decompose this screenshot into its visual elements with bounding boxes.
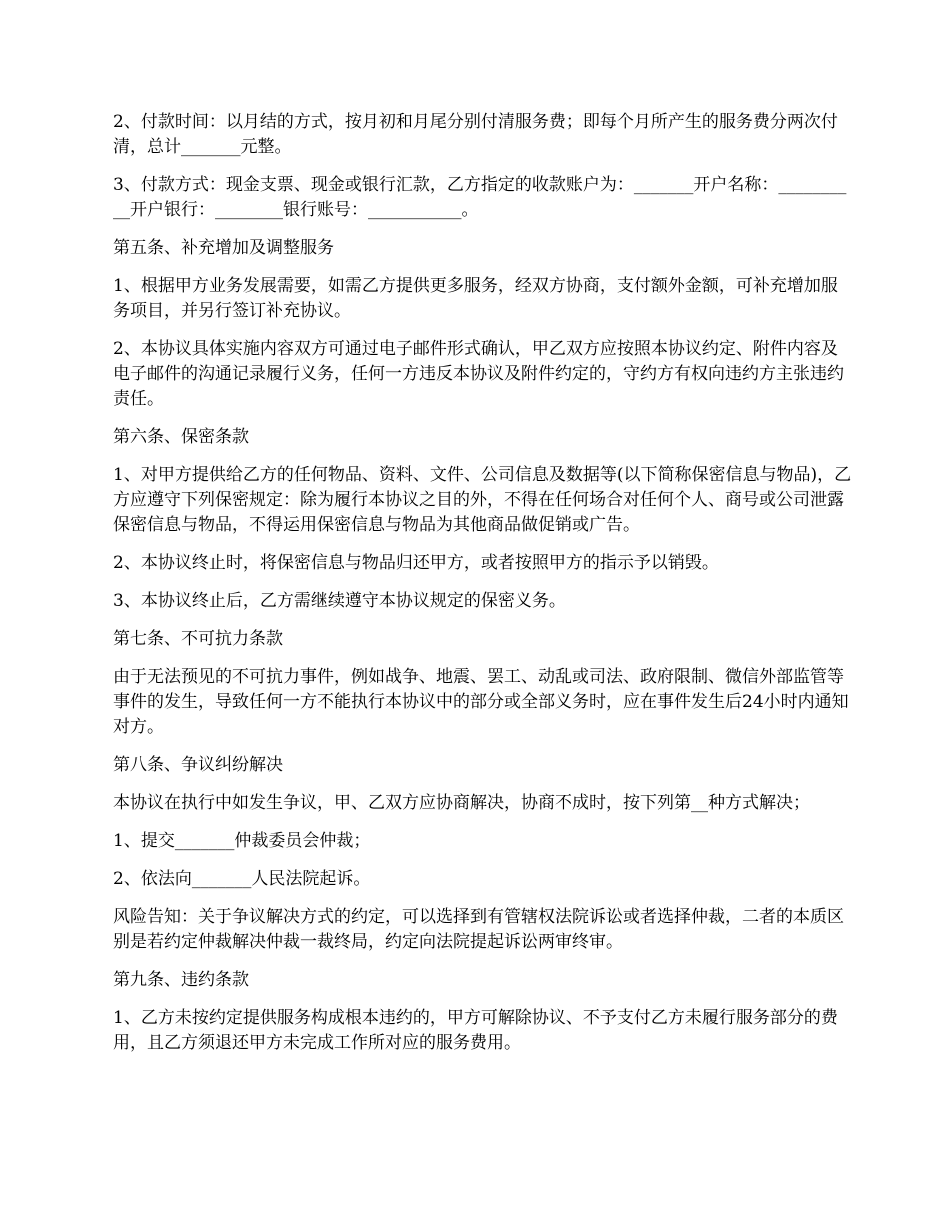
payment-method-clause: 3、付款方式：现金支票、现金或银行汇款，乙方指定的收款账户为：_______开户名称：__________开户银行：________银行账号：___________。 [113, 175, 847, 220]
section-5-item-1: 1、根据甲方业务发展需要，如需乙方提供更多服务，经双方协商，支付额外金额，可补充增加服务项目，并另行签订补充协议。 [113, 276, 838, 321]
section-8-text: 本协议在执行中如发生争议，甲、乙双方应协商解决，协商不成时，按下列第__种方式解决； [113, 793, 810, 813]
risk-notice: 风险告知：关于争议解决方式的约定，可以选择到有管辖权法院诉讼或者选择仲裁，二者的本质区别是若约定仲裁解决仲裁一裁终局，约定向法院提起诉讼两审终审。 [113, 907, 844, 952]
section-5-item-2: 2、本协议具体实施内容双方可通过电子邮件形式确认，甲乙双方应按照本协议约定、附件内容及电子邮件的沟通记录履行义务，任何一方违反本协议及附件约定的，守约方有权向违约方主张违约责任。 [113, 339, 844, 409]
section-heading-8: 第八条、争议纠纷解决 [113, 755, 283, 775]
section-7-text: 由于无法预见的不可抗力事件，例如战争、地震、罢工、动乱或司法、政府限制、微信外部监管等事件的发生，导致任何一方不能执行本协议中的部分或全部义务时，应在事件发生后24小时内通知对方。 [113, 667, 849, 737]
section-8-option-1: 1、提交_______仲裁委员会仲裁； [113, 831, 371, 851]
section-heading-5: 第五条、补充增加及调整服务 [113, 238, 334, 258]
section-9-item-1: 1、乙方未按约定提供服务构成根本违约的，甲方可解除协议、不予支付乙方未履行服务部分的费用，且乙方须退还甲方未完成工作所对应的服务费用。 [113, 1008, 838, 1053]
section-heading-7: 第七条、不可抗力条款 [113, 629, 283, 649]
payment-time-clause: 2、付款时间：以月结的方式，按月初和月尾分别付清服务费；即每个月所产生的服务费分两次付清，总计_______元整。 [113, 112, 838, 157]
section-6-item-2: 2、本协议终止时，将保密信息与物品归还甲方，或者按照甲方的指示予以销毁。 [113, 553, 719, 573]
section-6-item-1: 1、对甲方提供给乙方的任何物品、资料、文件、公司信息及数据等(以下简称保密信息与物品)，乙方应遵守下列保密规定：除为履行本协议之目的外，不得在任何场合对任何个人、商号或公司泄露保密信息与物品，不得运用保密信息与物品为其他商品做促销或广告。 [113, 465, 852, 535]
section-heading-9: 第九条、违约条款 [113, 970, 249, 990]
section-heading-6: 第六条、保密条款 [113, 427, 249, 447]
document-body [113, 110, 853, 1069]
section-8-option-2: 2、依法向_______人民法院起诉。 [113, 869, 371, 889]
section-6-item-3: 3、本协议终止后，乙方需继续遵守本协议规定的保密义务。 [113, 591, 566, 611]
